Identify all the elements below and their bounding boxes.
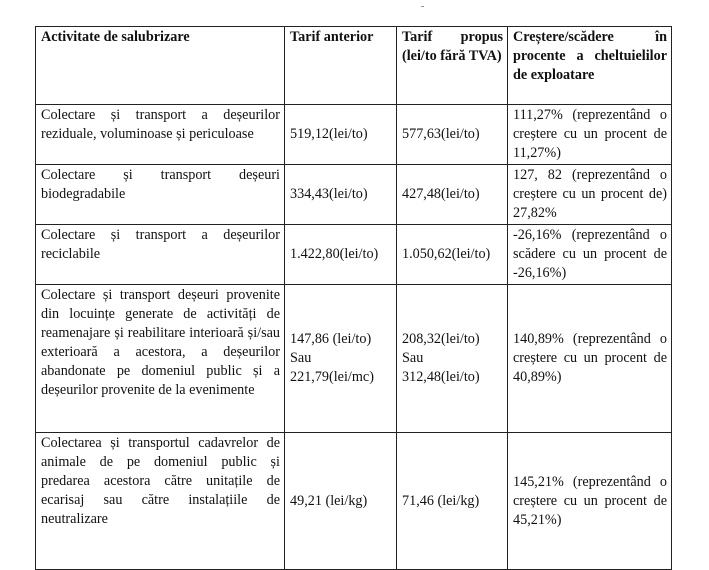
header-change: Creștere/scădere în procente a cheltuielilor de exploatare [508, 27, 672, 105]
proposed-tariff-cell: 1.050,62(lei/to) [397, 225, 508, 285]
activity-cell: Colectare și transport a deșeurilor reziduale, voluminoase și periculoase [36, 105, 285, 165]
previous-tariff-cell: 1.422,80(lei/to) [285, 225, 397, 285]
proposed-tariff-cell: 208,32(lei/to) Sau 312,48(lei/to) [397, 285, 508, 433]
activity-cell: Colectarea și transportul cadavrelor de animale de pe domeniul public și predarea acestora către unitațile de ecarisaj sau către instalațiile de neutralizare [36, 433, 285, 570]
activity-cell: Colectare și transport a deșeurilor reciclabile [36, 225, 285, 285]
proposed-tariff-cell: 71,46 (lei/kg) [397, 433, 508, 570]
previous-tariff-cell: 49,21 (lei/kg) [285, 433, 397, 570]
previous-tariff-cell: 519,12(lei/to) [285, 105, 397, 165]
header-previous-tariff: Tarif anterior [285, 27, 397, 105]
proposed-tariff-cell: 577,63(lei/to) [397, 105, 508, 165]
activity-cell: Colectare și transport deșeuri provenite din locuințe generate de activități de reamenajare și reabilitare interioară și/sau exterioară a acestora, a deșeurilor abandonate pe domeniul public și a deșeurilor provenite de la evenimente [36, 285, 285, 433]
table-row [36, 225, 672, 285]
previous-tariff-cell: 334,43(lei/to) [285, 165, 397, 225]
table-row [36, 433, 672, 570]
tariff-table [35, 26, 672, 570]
table-row [36, 285, 672, 433]
change-cell: 127, 82 (reprezentând o creștere cu un procent de) 27,82% [508, 165, 672, 225]
header-row [36, 27, 672, 105]
change-cell: -26,16% (reprezentând o scădere cu un procent de -26,16%) [508, 225, 672, 285]
header-proposed-tariff: Tarif propus (lei/to fără TVA) [397, 27, 508, 105]
header-activity: Activitate de salubrizare [36, 27, 285, 105]
activity-cell: Colectare și transport deșeuri biodegradabile [36, 165, 285, 225]
table-row [36, 165, 672, 225]
table-row [36, 105, 672, 165]
change-cell: 145,21% (reprezentând o creștere cu un procent de 45,21%) [508, 433, 672, 570]
change-cell: 140,89% (reprezentând o creștere cu un procent de 40,89%) [508, 285, 672, 433]
scan-speck [421, 6, 424, 7]
previous-tariff-cell: 147,86 (lei/to) Sau 221,79(lei/mc) [285, 285, 397, 433]
change-cell: 111,27% (reprezentând o creștere cu un procent de 11,27%) [508, 105, 672, 165]
proposed-tariff-cell: 427,48(lei/to) [397, 165, 508, 225]
